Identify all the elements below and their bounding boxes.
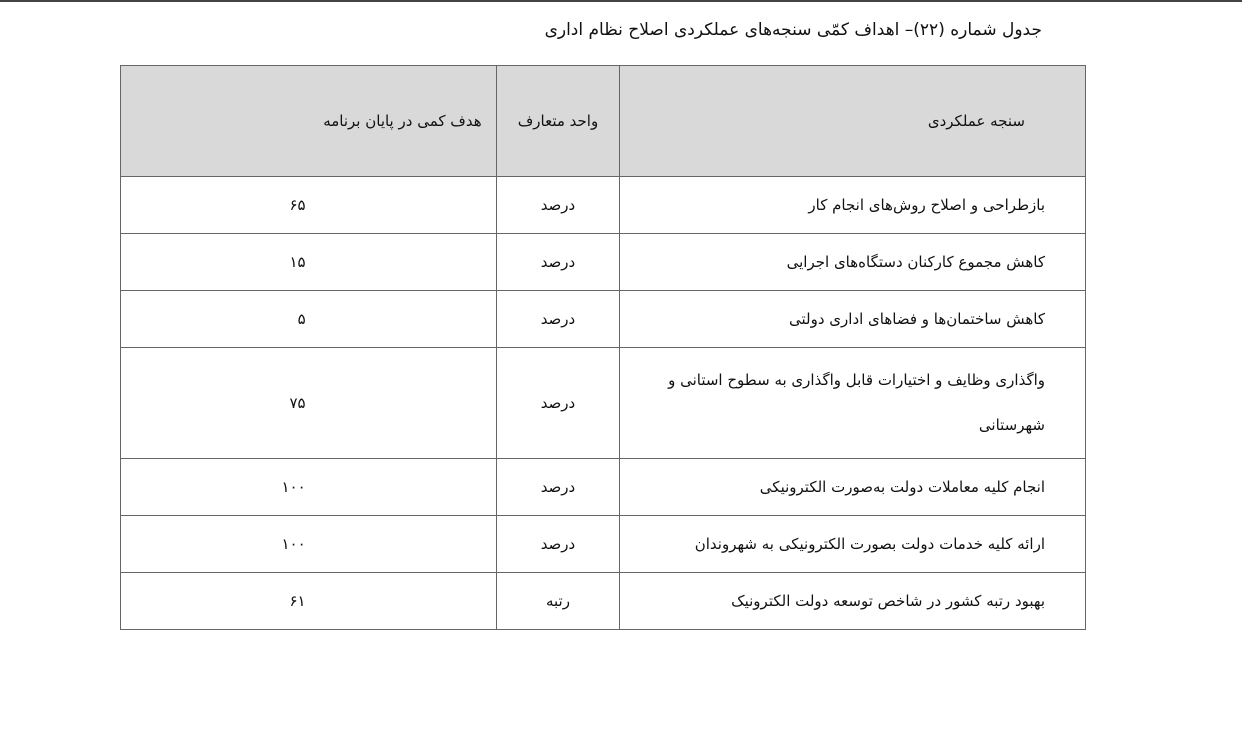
unit-cell: درصد	[496, 348, 620, 459]
metric-cell: بهبود رتبه کشور در شاخص توسعه دولت الکترونیک	[620, 573, 1086, 630]
table-row	[121, 234, 1086, 291]
unit-cell: رتبه	[496, 573, 620, 630]
table-header-row	[121, 66, 1086, 177]
target-cell: ۱۰۰	[121, 459, 497, 516]
target-cell: ۵	[121, 291, 497, 348]
unit-cell: درصد	[496, 459, 620, 516]
table-row	[121, 348, 1086, 459]
table-row	[121, 177, 1086, 234]
metric-cell: واگذاری وظایف و اختیارات قابل واگذاری به سطوح استانی و شهرستانی	[620, 348, 1086, 459]
page-top-border	[0, 0, 1242, 2]
unit-cell: درصد	[496, 177, 620, 234]
target-cell: ۷۵	[121, 348, 497, 459]
header-target: هدف کمی در پایان برنامه	[121, 66, 497, 177]
header-unit: واحد متعارف	[496, 66, 620, 177]
performance-targets-table	[120, 65, 1086, 630]
table-row	[121, 516, 1086, 573]
table-row	[121, 573, 1086, 630]
metric-cell: ارائه کلیه خدمات دولت بصورت الکترونیکی به شهروندان	[620, 516, 1086, 573]
header-metric: سنجه عملکردی	[620, 66, 1086, 177]
metric-cell: انجام کلیه معاملات دولت به‌صورت الکترونیکی	[620, 459, 1086, 516]
unit-cell: درصد	[496, 516, 620, 573]
target-cell: ۱۵	[121, 234, 497, 291]
table-caption: جدول شماره (۲۲)– اهداف کمّی سنجه‌های عملکردی اصلاح نظام اداری	[544, 20, 1042, 40]
metric-cell: کاهش مجموع کارکنان دستگاه‌های اجرایی	[620, 234, 1086, 291]
unit-cell: درصد	[496, 291, 620, 348]
target-cell: ۱۰۰	[121, 516, 497, 573]
table-row	[121, 459, 1086, 516]
unit-cell: درصد	[496, 234, 620, 291]
target-cell: ۶۱	[121, 573, 497, 630]
target-cell: ۶۵	[121, 177, 497, 234]
metric-cell: کاهش ساختمان‌ها و فضاهای اداری دولتی	[620, 291, 1086, 348]
table-row	[121, 291, 1086, 348]
metric-cell: بازطراحی و اصلاح روش‌های انجام کار	[620, 177, 1086, 234]
